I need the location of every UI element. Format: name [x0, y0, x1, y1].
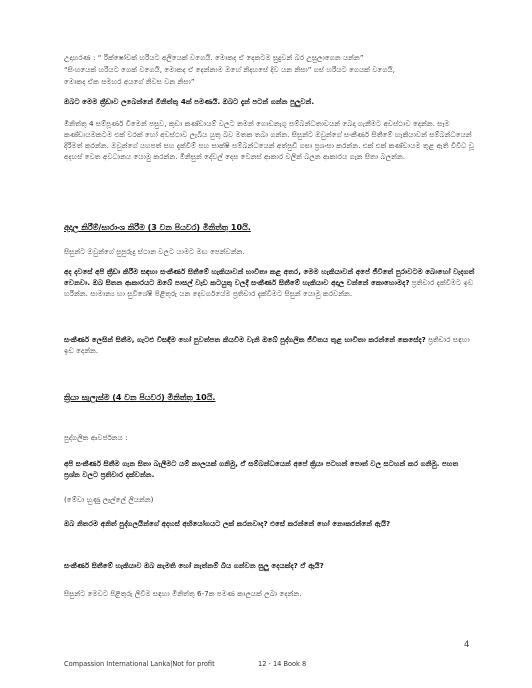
example-line-3: මොකද ඒක සමහර අයගේ නිවස වන නිසා” — [64, 77, 195, 86]
section2-paragraph: අපි සංකීර්ණ සිතීම ගැන සිතා බැලීමට යම් කාලයක් ගනිමු, ඒ සම්බන්ධයෙන් අපේ ක්‍රියා පටහන් පොත් වල සටහන් කර ගනිමු. පහත ප්‍රශ්න වලට ප්‍රතිචාර දක්වන්න. — [64, 459, 459, 479]
example-line-2: “සිංහයෙක් හරියට ගෙක් වගෙයි, මොකද ඒ දෙන්නාම ඔහේ නිදහසේ දිව යන නිසා” ගස් හරියට ගෙයක් වගෙයි, — [64, 65, 395, 74]
board-instruction: (මේවා හුණු ලෑල්ලේ ලියන්න) — [64, 495, 154, 504]
section1-paragraph-2 — [64, 334, 476, 358]
reflection-label: පුද්ගලික ආවර්ජනය : — [64, 433, 128, 442]
question-2: සංකීර්ණ සිතීමේ හැකියාව ඔබ කැමති හෝ නැත්නම් බිය ගන්වන සුලු දෙයක්ද? ඒ ඇයි? — [64, 561, 324, 570]
section1-instruction: ප්‍රතිචාර දැක්වීමට ඉඩ හරින්න. සාමාන්‍ය හා සුවිශේෂී පිළිතුරු යන දෙවර්ගයේම ප්‍රතිචාර දැක්වීමට සිසුන් යොමු කරවන්න. — [64, 278, 474, 298]
footer-book: 12 - 14 Book 8 — [258, 660, 307, 668]
question-1: ඔබ නිතරම අනිත් පුද්ගලයින්ගේ අදහස් අභියෝගයට ලක් කරනවාද? එසේ කරන්නේ හෝ නොකරන්නේ ඇයි? — [64, 519, 391, 528]
footer-organization: Compassion International Lanka|Not for profit — [64, 660, 215, 668]
section1-instruction-2: ප්‍රතිචාර සඳහා ඉඩ දෙන්න. — [64, 335, 470, 355]
example-line-1: උදාහරණ : “ රික්ෂෝවක් හරියට අලියෙක් වගෙයි. මොකද ඒ දෙකටම සුදුවන් බර උසුලාගෙන යන්න” — [64, 53, 364, 62]
time-note: ඔබට මෙම ක්‍රීඩාව ලබෙන්නේ මිනිත්තු 4ක් පමණයි. ඔබට දැන් පටන් ගන්න පුලුවන්. — [64, 97, 315, 106]
page-number: 4 — [464, 640, 470, 650]
section1-lead: සිසුන්ට ඔවුන්ගේ සුපුරුදු ස්ථාන වලට යාමට මඟ පෙන්වන්න. — [64, 247, 245, 256]
section1-question: අද දවසේ අපි ක්‍රීඩා කිරීම සඳහා සංකීර්ණ සිතීමේ හැකියාවන් භාවිතා කළ අතර, මෙම හැකියාවන් අපේ ජීවිතේ පුරාවටම බොහෝ වැදගත් වෙනවා. ඔබ සිතන ආකාරයට ඔබේ පාසල් වැඩ කටයුතු වලදී සංකීර්ණ සිතීමේ හැකියාව අදාල වන්නේ කොහොමද? — [64, 267, 475, 287]
closing-instruction: සිසුන්ට මෙවට පිළිතුරු ලිවීම සඳහා මිනිත්තු 6-7ක පමණ කාලයක් ලබා දෙන්න. — [64, 589, 302, 598]
section1-heading: අදාල කිරීම්/සාරාංශ කිරීම (3 වන පියවර) මිනිත්තු 10යි. — [64, 223, 251, 232]
intro-paragraph: මිනිත්තු 4 සම්පූර්ණ වීමෙන් පසුව, කුඩා කණ්ඩායම් වලට තමන් ගොඩනැගූ සම්බන්ධතාවයන් බෙදා ගැනීමට අවස්ථාව දෙන්න. සෑම කණ්ඩායමකටම එක් වරක් හෝ අවස්ථාව ලැබීය යුතු බව මතක තබා ගන්න. සිසුන්ට ඔවුන්ගේ සංකීර්ණ සිතීමේ හැකියාවන් සම්බන්ධයෙන් දිරිමත් කරන්න. ඔවුන්ගේ යහපත් සහ දැක්වීම් සහ සාක්ෂි සම්බන්ධයෙන් අත්පුඩි ගසා ප්‍රශංසා කරන්න. එක් එක් කණ්ඩායම තුළ ඇති විවිධ වූ අදහස් වෙත අවධානය යොමු කරන්න. මිනිසුන් දේවල් දෙස වෙනස් ආකාර වලින් බලන ආකාරය ගැන සිතා බලන්න. — [64, 119, 474, 161]
section1-paragraph — [64, 266, 476, 322]
section2-heading: ක්‍රියා සැලැස්ම (4 වන පියවර) මිනිත්තු 10යි. — [64, 393, 216, 402]
section1-question-2: සංකීර්ණ ලෙසින් සිතීම, ගැටළු විසඳීම හෝ පුවත්පත කියවීම වැනි ඔබේ පුද්ගලික ජීවිතය තුළ භාවිතා කරන්නේ කෙසේද? — [64, 335, 426, 344]
